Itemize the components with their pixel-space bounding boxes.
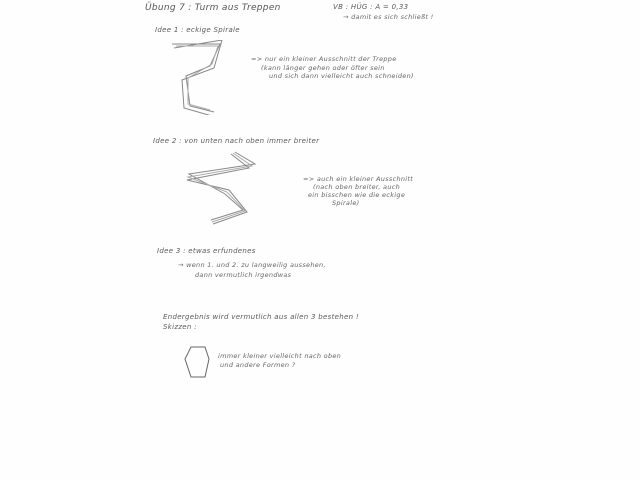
idea-1-note-2: (kann länger gehen oder öfter sein bbox=[261, 64, 385, 72]
conclusion-line-1: Endergebnis wird vermutlich aus allen 3 bestehen ! bbox=[163, 313, 359, 321]
idea-2-note-1: => auch ein kleiner Ausschnitt bbox=[303, 175, 414, 183]
conclusion-sketch-note-1: immer kleiner vielleicht nach oben bbox=[218, 352, 342, 360]
widening-zigzag-staircase-sketch bbox=[185, 150, 260, 225]
idea-3-note-2: dann vermutlich irgendwas bbox=[195, 271, 292, 279]
formula-line-1: VB : HÜG : A = 0,33 bbox=[333, 3, 409, 11]
idea-2-note-2: (nach oben breiter, auch bbox=[313, 183, 401, 191]
conclusion-line-2: Skizzen : bbox=[163, 323, 197, 331]
idea-1-note-1: => nur ein kleiner Ausschnitt der Treppe bbox=[251, 55, 397, 63]
formula-line-2: → damit es sich schließt ! bbox=[343, 13, 434, 21]
idea-3-heading: Idee 3 : etwas erfundenes bbox=[157, 247, 256, 255]
hexagon-sketch bbox=[183, 345, 211, 381]
conclusion-sketch-note-2: und andere Formen ? bbox=[220, 361, 296, 369]
angular-spiral-staircase-sketch bbox=[170, 40, 250, 115]
idea-2-note-3: ein bisschen wie die eckige bbox=[308, 191, 406, 199]
page-title: Übung 7 : Turm aus Treppen bbox=[145, 3, 281, 13]
idea-1-heading: Idee 1 : eckige Spirale bbox=[155, 26, 240, 34]
idea-2-note-4: Spirale) bbox=[332, 199, 360, 207]
idea-3-note-1: → wenn 1. und 2. zu langweilig aussehen, bbox=[178, 261, 326, 269]
idea-2-heading: Idee 2 : von unten nach oben immer breiter bbox=[153, 137, 320, 145]
idea-1-note-3: und sich dann vielleicht auch schneiden) bbox=[269, 72, 414, 80]
